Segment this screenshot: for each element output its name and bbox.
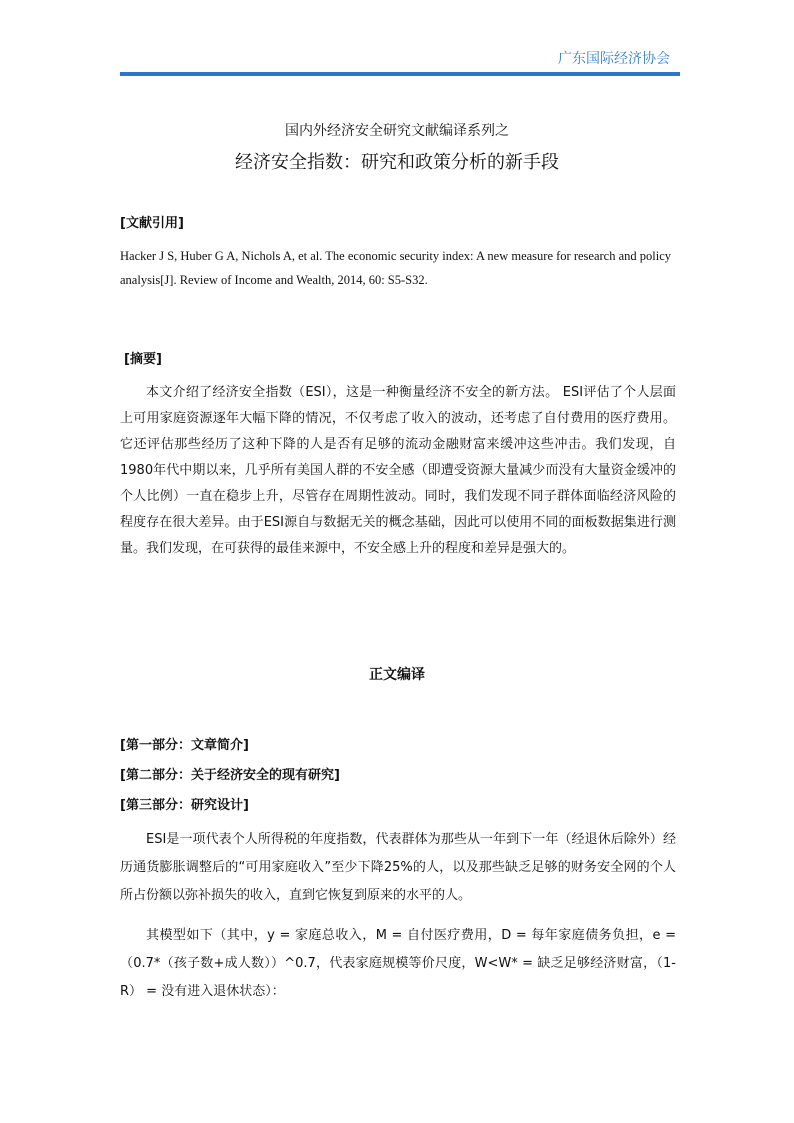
part-two-heading: [第二部分：关于经济安全的现有研究]: [120, 768, 340, 783]
research-design-paragraph: ESI是一项代表个人所得税的年度指数，代表群体为那些从一年到下一年（经退休后除外）经历通货膨胀调整后的“可用家庭收入”至少下降25%的人，以及那些缺乏足够的财务安全网的个人所占份额以弥补损失的收入，直到它恢复到原来的水平的人。: [120, 832, 676, 903]
part-three-heading: [第三部分：研究设计]: [120, 798, 249, 813]
citation-text: Hacker J S, Huber G A, Nichols A, et al. The economic security index: A new measure for research and policy analysis[J]. Review of Income and Wealth, 2014, 60: S5-S32.: [120, 249, 671, 287]
part-one-heading: [第一部分：文章简介]: [120, 738, 249, 753]
abstract-text: 本文介绍了经济安全指数（ESI），这是一种衡量经济不安全的新方法。 ESI评估了个人层面上可用家庭资源逐年大幅下降的情况，不仅考虑了收入的波动，还考虑了自付费用的医疗费用。它还评估那些经历了这种下降的人是否有足够的流动金融财富来缓冲这些冲击。我们发现，自1980年代中期以来，几乎所有美国人群的不安全感（即遭受资源大量减少而没有大量资金缓冲的个人比例）一直在稳步上升，尽管存在周期性波动。同时，我们发现不同子群体面临经济风险的程度存在很大差异。由于ESI源自与数据无关的概念基础，因此可以使用不同的面板数据集进行测量。我们发现，在可获得的最佳来源中，不安全感上升的程度和差异是强大的。: [120, 385, 676, 556]
header-org-name: 广东国际经济协会: [558, 51, 670, 67]
document-title: 经济安全指数：研究和政策分析的新手段: [235, 152, 559, 173]
citation-label: [文献引用]: [120, 216, 184, 231]
model-description-paragraph: 其模型如下（其中，y = 家庭总收入，M = 自付医疗费用，D = 每年家庭债务负担，e = （0.7*（孩子数+成人数））^0.7，代表家庭规模等价尺度，W<W* = 缺乏足够经济财富，（1-R） = 没有进入退休状态）：: [120, 928, 676, 999]
main-text-heading: 正文编译: [369, 667, 425, 683]
series-subtitle: 国内外经济安全研究文献编译系列之: [285, 123, 509, 139]
header-divider: [120, 72, 680, 76]
abstract-label: [摘要]: [124, 352, 162, 367]
